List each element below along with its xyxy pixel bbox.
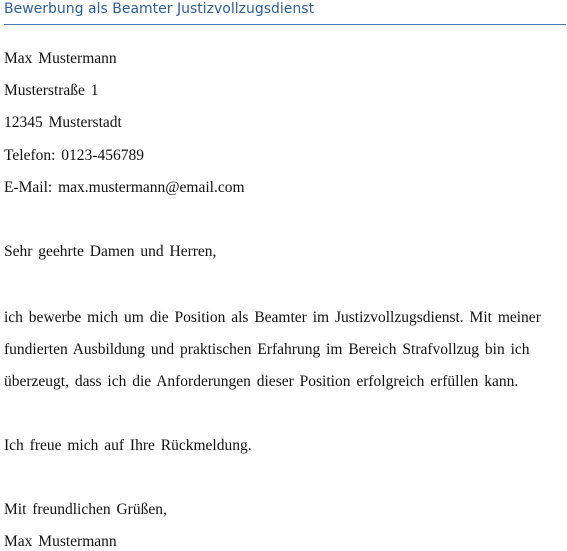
sender-street: Musterstraße 1 [4, 82, 99, 99]
sender-phone: Telefon: 0123-456789 [4, 147, 144, 164]
letter-body-line: überzeugt, dass ich die Anforderungen dieser Position erfolgreich erfüllen kann. [4, 373, 519, 390]
sender-name: Max Mustermann [4, 50, 117, 67]
document-title: Bewerbung als Beamter Justizvollzugsdienst [4, 1, 315, 17]
letter-salutation: Sehr geehrte Damen und Herren, [4, 243, 217, 260]
letter-body-line: ich bewerbe mich um die Position als Beamter im Justizvollzugsdienst. Mit meiner [4, 309, 541, 326]
document-header [4, 0, 566, 25]
letter-closing: Mit freundlichen Grüßen, [4, 501, 167, 518]
sender-city: 12345 Musterstadt [4, 114, 122, 131]
letter-closing-sentence: Ich freue mich auf Ihre Rückmeldung. [4, 437, 252, 454]
letter-signature: Max Mustermann [4, 533, 117, 550]
sender-email: E-Mail: max.mustermann@email.com [4, 179, 245, 196]
letter-body-line: fundierten Ausbildung und praktischen Erfahrung im Bereich Strafvollzug bin ich [4, 341, 530, 358]
